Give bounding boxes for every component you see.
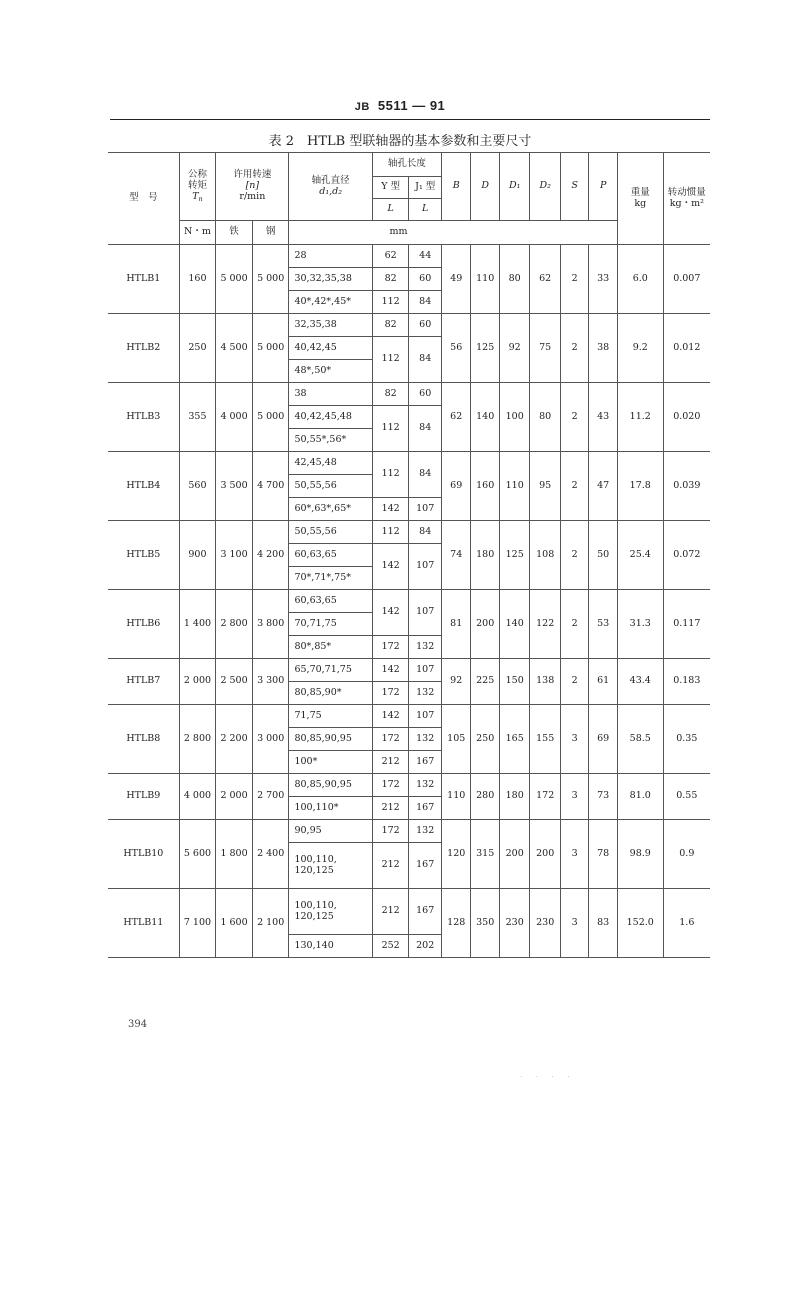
cell-bore	[289, 820, 372, 843]
cell-length-y: 142	[372, 498, 409, 521]
cell-mass: 152.0	[617, 889, 663, 958]
table-row	[108, 889, 710, 935]
cell-length-y: 212	[372, 751, 409, 774]
header-speed-steel: 钢	[252, 221, 289, 245]
cell-length-j: 167	[409, 843, 442, 889]
cell-bore	[289, 498, 372, 521]
cell-torque: 7 100	[179, 889, 216, 958]
cell-length-j: 84	[409, 452, 442, 498]
cell-bore	[289, 429, 372, 452]
cell-d: 160	[471, 452, 499, 521]
cell-length-y: 172	[372, 682, 409, 705]
cell-speed-iron: 4 000	[216, 383, 253, 452]
bore-text: 60*,63*,65*	[294, 502, 352, 514]
table-caption: 表 2 HTLB 型联轴器的基本参数和主要尺寸	[268, 134, 532, 149]
cell-b: 128	[441, 889, 470, 958]
cell-length-j: 84	[409, 406, 442, 452]
cell-length-y: 82	[372, 268, 409, 291]
cell-s: 2	[560, 383, 588, 452]
cell-length-j: 60	[409, 268, 442, 291]
cell-s: 2	[560, 314, 588, 383]
cell-mass: 98.9	[617, 820, 663, 889]
cell-length-y: 112	[372, 521, 409, 544]
header-torque: 公称 转矩 $T_n$	[179, 153, 216, 221]
cell-model: HTLB10	[108, 820, 179, 889]
cell-d2: 95	[530, 452, 561, 521]
bore-text: 80,85,90*	[294, 686, 342, 698]
header-bore: 轴孔直径 d₁,d₂	[289, 153, 372, 221]
cell-length-y: 252	[372, 935, 409, 958]
cell-torque: 355	[179, 383, 216, 452]
cell-d1: 230	[499, 889, 530, 958]
cell-s: 3	[560, 774, 588, 820]
cell-bore	[289, 521, 372, 544]
cell-d: 250	[471, 705, 499, 774]
cell-mass: 31.3	[617, 590, 663, 659]
cell-inertia: 0.117	[663, 590, 710, 659]
cell-length-y: 112	[372, 452, 409, 498]
cell-d: 125	[471, 314, 499, 383]
cell-model: HTLB6	[108, 590, 179, 659]
cell-b: 49	[441, 245, 470, 314]
cell-model: HTLB2	[108, 314, 179, 383]
cell-length-y: 142	[372, 659, 409, 682]
cell-length-j: 107	[409, 705, 442, 728]
cell-mass: 6.0	[617, 245, 663, 314]
cell-speed-iron: 1 600	[216, 889, 253, 958]
header-length-j: J₁ 型	[409, 177, 442, 199]
cell-torque: 160	[179, 245, 216, 314]
cell-speed-steel: 5 000	[252, 245, 289, 314]
cell-p: 50	[589, 521, 617, 590]
cell-bore	[289, 245, 372, 268]
cell-speed-steel: 5 000	[252, 383, 289, 452]
cell-bore	[289, 544, 372, 567]
bore-text: 40*,42*,45*	[294, 295, 352, 307]
header-D2: D₂	[530, 153, 561, 221]
cell-speed-iron: 5 000	[216, 245, 253, 314]
cell-length-j: 132	[409, 728, 442, 751]
cell-length-y: 212	[372, 843, 409, 889]
cell-torque: 900	[179, 521, 216, 590]
page-number: 394	[128, 1019, 148, 1030]
bore-text-line2: 120,125	[294, 910, 334, 922]
cell-speed-iron: 2 500	[216, 659, 253, 705]
cell-speed-iron: 2 200	[216, 705, 253, 774]
cell-b: 56	[441, 314, 470, 383]
cell-bore	[289, 567, 372, 590]
cell-d: 180	[471, 521, 499, 590]
cell-speed-steel: 5 000	[252, 314, 289, 383]
bore-text: 50,55,56	[294, 479, 337, 491]
cell-d: 280	[471, 774, 499, 820]
cell-d2: 80	[530, 383, 561, 452]
bore-text: 130,140	[294, 939, 334, 951]
cell-length-j: 167	[409, 797, 442, 820]
cell-d: 225	[471, 659, 499, 705]
cell-inertia: 0.012	[663, 314, 710, 383]
cell-d1: 110	[499, 452, 530, 521]
header-mm-unit: mm	[289, 221, 663, 245]
cell-bore	[289, 613, 372, 636]
cell-length-j: 132	[409, 774, 442, 797]
cell-model: HTLB11	[108, 889, 179, 958]
cell-p: 83	[589, 889, 617, 958]
cell-bore	[289, 636, 372, 659]
cell-length-y: 172	[372, 636, 409, 659]
header-mass: 重量 kg	[617, 153, 663, 245]
cell-length-y: 112	[372, 406, 409, 452]
table-row	[108, 521, 710, 544]
cell-s: 2	[560, 452, 588, 521]
cell-length-y: 212	[372, 797, 409, 820]
cell-speed-steel: 3 300	[252, 659, 289, 705]
cell-length-j: 84	[409, 337, 442, 383]
cell-p: 73	[589, 774, 617, 820]
cell-model: HTLB7	[108, 659, 179, 705]
bore-text: 80*,85*	[294, 640, 332, 652]
cell-s: 2	[560, 590, 588, 659]
cell-length-j: 107	[409, 590, 442, 636]
header-length-y-L: L	[372, 199, 409, 221]
bore-text: 70,71,75	[294, 617, 337, 629]
cell-d2: 155	[530, 705, 561, 774]
cell-speed-steel: 3 000	[252, 705, 289, 774]
header-speed-iron: 铁	[216, 221, 253, 245]
cell-bore	[289, 705, 372, 728]
cell-d: 350	[471, 889, 499, 958]
bore-text: 65,70,71,75	[294, 663, 352, 675]
bore-text: 100,110,	[294, 899, 337, 911]
cell-b: 74	[441, 521, 470, 590]
cell-speed-steel: 2 700	[252, 774, 289, 820]
cell-s: 3	[560, 889, 588, 958]
header-torque-unit: N・m	[179, 221, 216, 245]
cell-length-y: 212	[372, 889, 409, 935]
header-model: 型 号	[108, 153, 179, 245]
cell-length-y: 172	[372, 728, 409, 751]
cell-s: 2	[560, 521, 588, 590]
cell-speed-steel: 3 800	[252, 590, 289, 659]
cell-b: 81	[441, 590, 470, 659]
table-row	[108, 820, 710, 843]
cell-bore	[289, 774, 372, 797]
cell-speed-iron: 2 000	[216, 774, 253, 820]
cell-bore	[289, 751, 372, 774]
cell-d1: 180	[499, 774, 530, 820]
cell-inertia: 0.9	[663, 820, 710, 889]
cell-length-j: 44	[409, 245, 442, 268]
cell-mass: 43.4	[617, 659, 663, 705]
cell-p: 43	[589, 383, 617, 452]
cell-inertia: 0.007	[663, 245, 710, 314]
bore-text: 32,35,38	[294, 318, 337, 330]
cell-bore	[289, 659, 372, 682]
cell-torque: 2 800	[179, 705, 216, 774]
cell-torque: 560	[179, 452, 216, 521]
cell-d: 110	[471, 245, 499, 314]
cell-model: HTLB1	[108, 245, 179, 314]
parameter-table	[108, 152, 710, 958]
cell-bore	[289, 406, 372, 429]
cell-length-j: 132	[409, 682, 442, 705]
cell-length-j: 60	[409, 314, 442, 337]
cell-mass: 17.8	[617, 452, 663, 521]
cell-p: 33	[589, 245, 617, 314]
bore-text: 100,110*	[294, 801, 339, 813]
cell-d2: 200	[530, 820, 561, 889]
cell-length-y: 142	[372, 544, 409, 590]
header-P: P	[589, 153, 617, 221]
scan-specks: . . . .	[520, 1072, 576, 1079]
cell-inertia: 0.55	[663, 774, 710, 820]
table-row	[108, 245, 710, 268]
cell-p: 47	[589, 452, 617, 521]
cell-p: 61	[589, 659, 617, 705]
bore-text: 40,42,45	[294, 341, 337, 353]
cell-inertia: 0.020	[663, 383, 710, 452]
cell-speed-steel: 4 200	[252, 521, 289, 590]
bore-text: 90,95	[294, 824, 322, 836]
cell-b: 105	[441, 705, 470, 774]
cell-length-j: 132	[409, 636, 442, 659]
bore-text: 100,110,	[294, 853, 337, 865]
cell-torque: 2 000	[179, 659, 216, 705]
cell-length-j: 132	[409, 820, 442, 843]
cell-length-y: 172	[372, 774, 409, 797]
cell-d1: 80	[499, 245, 530, 314]
cell-length-y: 142	[372, 705, 409, 728]
cell-d2: 230	[530, 889, 561, 958]
cell-s: 2	[560, 245, 588, 314]
cell-bore	[289, 797, 372, 820]
cell-length-j: 84	[409, 291, 442, 314]
table-body	[108, 245, 710, 958]
cell-bore	[289, 314, 372, 337]
cell-d2: 75	[530, 314, 561, 383]
cell-length-j: 167	[409, 751, 442, 774]
bore-text: 38	[294, 387, 307, 399]
cell-length-y: 112	[372, 291, 409, 314]
header-D1: D₁	[499, 153, 530, 221]
header-S: S	[560, 153, 588, 221]
cell-length-y: 82	[372, 383, 409, 406]
cell-length-y: 142	[372, 590, 409, 636]
cell-b: 120	[441, 820, 470, 889]
cell-bore	[289, 889, 372, 935]
table-row	[108, 590, 710, 613]
bore-text: 48*,50*	[294, 364, 332, 376]
cell-torque: 4 000	[179, 774, 216, 820]
cell-model: HTLB4	[108, 452, 179, 521]
table-row	[108, 659, 710, 682]
cell-length-j: 107	[409, 544, 442, 590]
cell-torque: 250	[179, 314, 216, 383]
bore-text-line2: 120,125	[294, 864, 334, 876]
cell-length-j: 60	[409, 383, 442, 406]
cell-d2: 172	[530, 774, 561, 820]
cell-torque: 1 400	[179, 590, 216, 659]
cell-bore	[289, 475, 372, 498]
cell-mass: 9.2	[617, 314, 663, 383]
cell-length-j: 202	[409, 935, 442, 958]
bore-text: 30,32,35,38	[294, 272, 352, 284]
bore-text: 80,85,90,95	[294, 732, 352, 744]
cell-bore	[289, 590, 372, 613]
header-speed: 许用转速 [n] r/min	[216, 153, 289, 221]
bore-text: 71,75	[294, 709, 322, 721]
table-row	[108, 705, 710, 728]
bore-text: 50,55*,56*	[294, 433, 347, 445]
standard-code: 5511 — 91	[377, 98, 446, 113]
cell-s: 3	[560, 705, 588, 774]
cell-length-j: 167	[409, 889, 442, 935]
bore-text: 60,63,65	[294, 548, 337, 560]
cell-model: HTLB8	[108, 705, 179, 774]
cell-bore	[289, 291, 372, 314]
cell-speed-iron: 3 100	[216, 521, 253, 590]
cell-d1: 150	[499, 659, 530, 705]
cell-length-y: 112	[372, 337, 409, 383]
cell-length-j: 107	[409, 659, 442, 682]
cell-bore	[289, 337, 372, 360]
cell-p: 53	[589, 590, 617, 659]
standard-prefix: JB	[354, 101, 370, 113]
cell-mass: 25.4	[617, 521, 663, 590]
table-row	[108, 774, 710, 797]
cell-inertia: 0.35	[663, 705, 710, 774]
cell-inertia: 0.183	[663, 659, 710, 705]
cell-d1: 125	[499, 521, 530, 590]
cell-d: 315	[471, 820, 499, 889]
bore-text: 80,85,90,95	[294, 778, 352, 790]
bore-text: 40,42,45,48	[294, 410, 352, 422]
cell-p: 69	[589, 705, 617, 774]
cell-mass: 81.0	[617, 774, 663, 820]
header-length-j-L: L	[409, 199, 442, 221]
cell-bore	[289, 452, 372, 475]
header-B: B	[441, 153, 470, 221]
cell-bore	[289, 360, 372, 383]
cell-d: 140	[471, 383, 499, 452]
cell-d1: 200	[499, 820, 530, 889]
header-length: 轴孔长度	[372, 153, 441, 177]
cell-b: 92	[441, 659, 470, 705]
cell-d2: 108	[530, 521, 561, 590]
cell-bore	[289, 728, 372, 751]
header-length-y: Y 型	[372, 177, 409, 199]
cell-model: HTLB3	[108, 383, 179, 452]
cell-length-j: 84	[409, 521, 442, 544]
table-row	[108, 452, 710, 475]
standard-number	[0, 98, 800, 113]
cell-model: HTLB5	[108, 521, 179, 590]
table-row	[108, 383, 710, 406]
bore-text: 28	[294, 249, 307, 261]
cell-d2: 122	[530, 590, 561, 659]
cell-d: 200	[471, 590, 499, 659]
cell-model: HTLB9	[108, 774, 179, 820]
cell-d1: 140	[499, 590, 530, 659]
cell-b: 110	[441, 774, 470, 820]
cell-s: 2	[560, 659, 588, 705]
cell-p: 78	[589, 820, 617, 889]
cell-d1: 92	[499, 314, 530, 383]
header-inertia: 转动惯量 kg・m²	[663, 153, 710, 245]
cell-bore	[289, 935, 372, 958]
bore-text: 50,55,56	[294, 525, 337, 537]
cell-b: 62	[441, 383, 470, 452]
bore-text: 100*	[294, 755, 318, 767]
bore-text: 60,63,65	[294, 594, 337, 606]
cell-d1: 165	[499, 705, 530, 774]
cell-speed-iron: 3 500	[216, 452, 253, 521]
cell-b: 69	[441, 452, 470, 521]
cell-mass: 58.5	[617, 705, 663, 774]
header-D: D	[471, 153, 499, 221]
header-rule	[110, 119, 710, 120]
cell-speed-iron: 1 800	[216, 820, 253, 889]
cell-d1: 100	[499, 383, 530, 452]
cell-speed-iron: 2 800	[216, 590, 253, 659]
cell-mass: 11.2	[617, 383, 663, 452]
cell-inertia: 0.039	[663, 452, 710, 521]
cell-torque: 5 600	[179, 820, 216, 889]
cell-inertia: 0.072	[663, 521, 710, 590]
cell-s: 3	[560, 820, 588, 889]
cell-length-y: 62	[372, 245, 409, 268]
cell-length-j: 107	[409, 498, 442, 521]
cell-length-y: 82	[372, 314, 409, 337]
cell-speed-steel: 4 700	[252, 452, 289, 521]
cell-speed-steel: 2 400	[252, 820, 289, 889]
table-row	[108, 314, 710, 337]
cell-bore	[289, 843, 372, 889]
cell-bore	[289, 268, 372, 291]
cell-d2: 62	[530, 245, 561, 314]
cell-inertia: 1.6	[663, 889, 710, 958]
bore-text: 70*,71*,75*	[294, 571, 352, 583]
cell-bore	[289, 682, 372, 705]
cell-d2: 138	[530, 659, 561, 705]
cell-speed-steel: 2 100	[252, 889, 289, 958]
cell-p: 38	[589, 314, 617, 383]
cell-speed-iron: 4 500	[216, 314, 253, 383]
cell-bore	[289, 383, 372, 406]
cell-length-y: 172	[372, 820, 409, 843]
bore-text: 42,45,48	[294, 456, 337, 468]
